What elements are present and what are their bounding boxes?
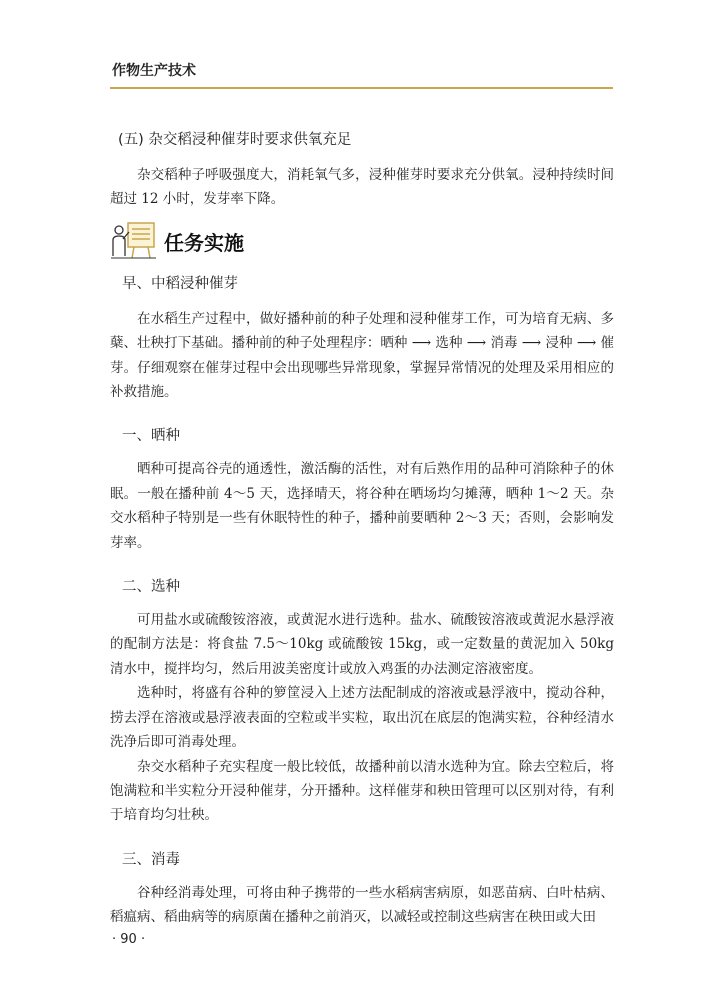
section-paragraph: 谷种经消毒处理，可将由种子携带的一些水稻病害病原，如恶苗病、白叶枯病、稻瘟病、稻曲病等的病原菌在播种之前消灭，以减轻或控制这些病害在秧田或大田	[110, 884, 614, 926]
task-title: 任务实施	[164, 231, 244, 256]
task-header	[110, 222, 614, 262]
section-heading: 二、选种	[122, 579, 180, 596]
section-paragraph: 可用盐水或硫酸铵溶液，或黄泥水进行选种。盐水、硫酸铵溶液或黄泥水悬浮液的配制方法是：将食盐 7.5～10kg 或硫酸铵 15kg，或一定数量的黄泥加入 50kg 清水中，搅拌均匀，然后用波美密度计或放入鸡蛋的办法测定溶液密度。	[110, 612, 614, 677]
page-number: · 90 ·	[112, 932, 146, 947]
header-rule	[110, 87, 613, 89]
section-paragraph: 晒种可提高谷壳的通透性，激活酶的活性，对有后熟作用的品种可消除种子的休眠。一般在播种前 4～5 天，选择晴天，将谷种在晒场均匀摊薄，晒种 1～2 天。杂交水稻种子特别是一些有休眠特性的种子，播种前要晒种 2～3 天；否则，会影响发芽率。	[110, 461, 614, 551]
subsection-paragraph: 杂交稻种子呼吸强度大，消耗氧气多，浸种催芽时要求充分供氧。浸种持续时间超过 12 小时，发芽率下降。	[110, 167, 614, 208]
task-subtitle: 早、中稻浸种催芽	[122, 275, 238, 292]
task-intro-paragraph: 在水稻生产过程中，做好播种前的种子处理和浸种催芽工作，可为培育无病、多蘖、壮秧打下基础。播种前的种子处理程序：晒种 ⟶ 选种 ⟶ 消毒 ⟶ 浸种 ⟶ 催芽。仔细观察在催芽过程中会出现哪些异常现象，掌握异常情况的处理及采用相应的补救措施。	[110, 310, 614, 401]
section-heading: 一、晒种	[122, 428, 180, 445]
teacher-board-icon	[110, 220, 158, 264]
section-paragraph: 杂交水稻种子充实程度一般比较低，故播种前以清水选种为宜。除去空粒后，将饱满粒和半实粒分开浸种催芽，分开播种。这样催芽和秧田管理可以区别对待，有利于培育均匀壮秧。	[110, 758, 614, 824]
subsection-heading: (五) 杂交稻浸种催芽时要求供氧充足	[118, 132, 352, 148]
section-heading: 三、消毒	[122, 851, 180, 868]
page-header-title: 作物生产技术	[112, 63, 196, 79]
section-paragraph: 选种时，将盛有谷种的箩筐浸入上述方法配制成的溶液或悬浮液中，搅动谷种，捞去浮在溶液或悬浮液表面的空粒或半实粒，取出沉在底层的饱满实粒，谷种经清水洗净后即可消毒处理。	[110, 685, 614, 751]
page-content	[110, 128, 614, 930]
